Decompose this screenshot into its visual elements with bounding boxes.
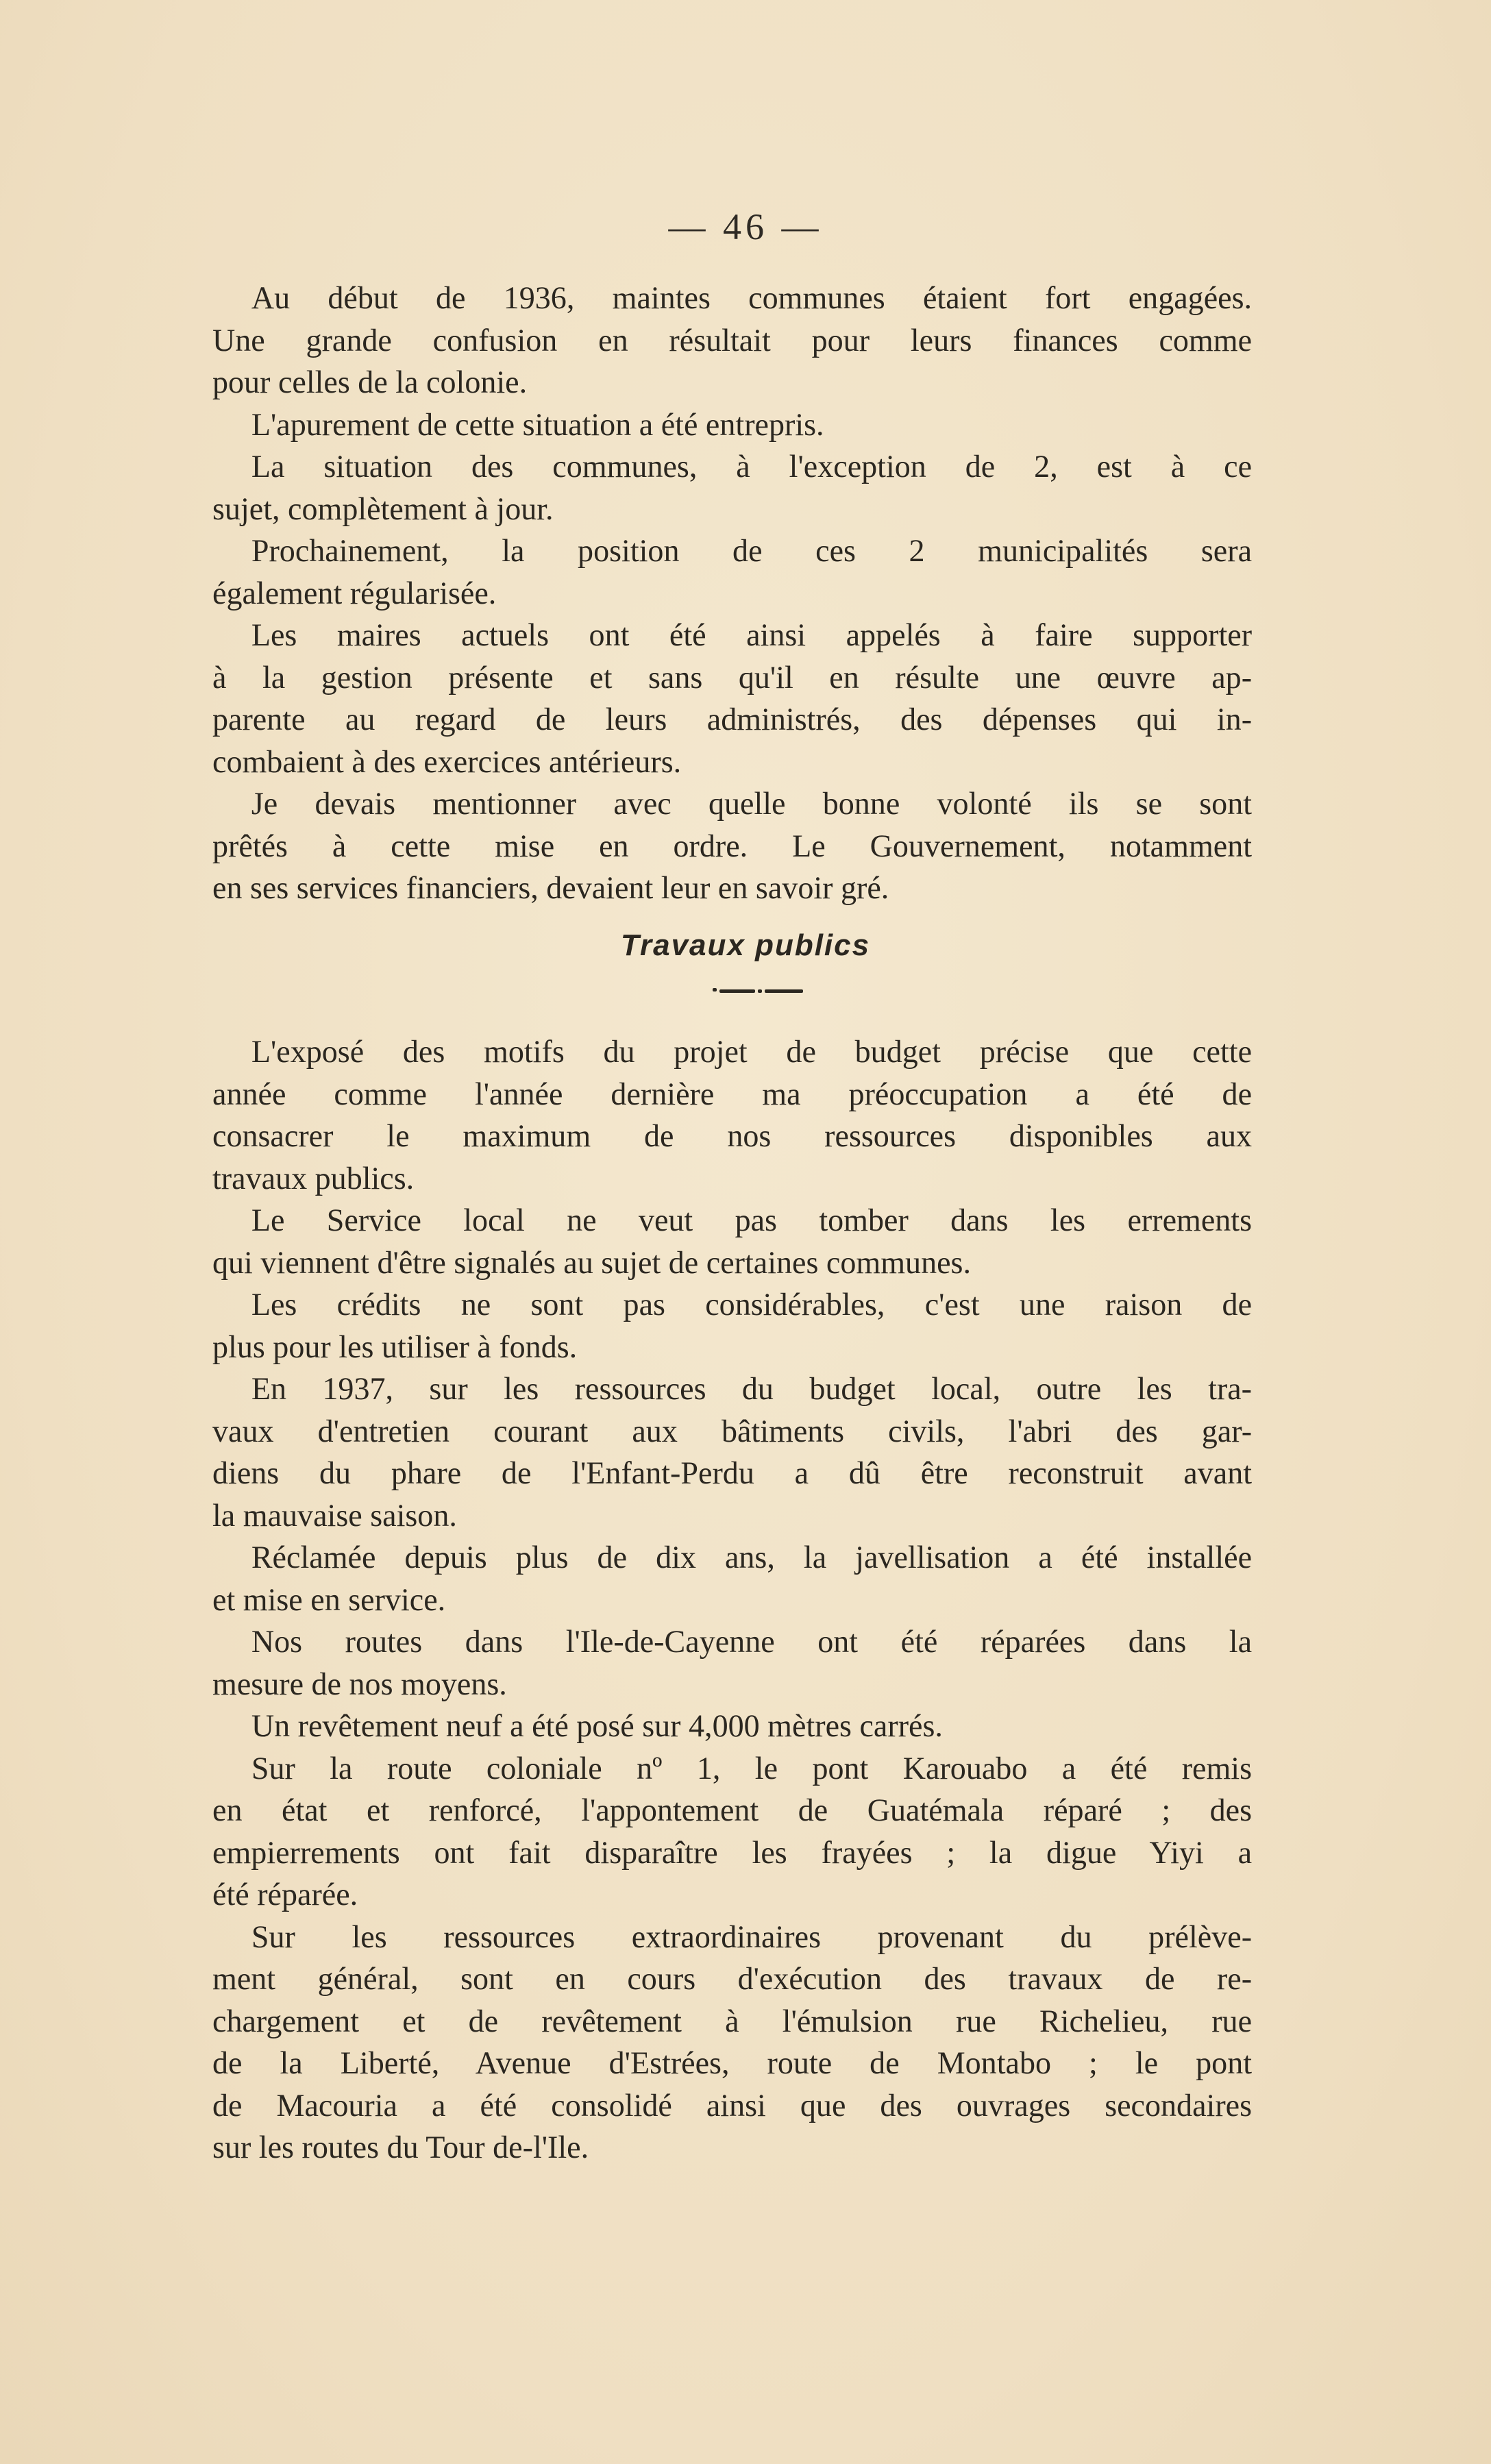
paragraph	[212, 1200, 1273, 1284]
text-line: de Macouria a été consolidé ainsi que des ouvrages secondaires	[212, 2087, 1253, 2123]
text-line: vaux d'entretien courant aux bâtiments civils, l'abri des gar-	[212, 1413, 1253, 1449]
text-line: à la gestion présente et sans qu'il en résulte une œuvre ap-	[212, 659, 1253, 695]
paragraph	[212, 278, 1273, 404]
text-line: de la Liberté, Avenue d'Estrées, route de Montabo ; le pont	[212, 2045, 1253, 2081]
text-line: qui viennent d'être signalés au sujet de certaines communes.	[212, 1244, 972, 1281]
text-line: mesure de nos moyens.	[212, 1666, 507, 1702]
paragraph	[212, 1705, 1273, 1748]
text-line: Les crédits ne sont pas considérables, c'est une raison de	[251, 1287, 1253, 1322]
text-line: pour celles de la colonie.	[212, 365, 528, 400]
text-line: L'apurement de cette situation a été entrepris.	[251, 406, 824, 443]
text-line: L'exposé des motifs du projet de budget précise que cette	[251, 1034, 1253, 1070]
paragraph	[212, 783, 1273, 910]
section-heading: Travaux publics	[620, 928, 871, 962]
text-line: année comme l'année dernière ma préoccupation a été de	[212, 1076, 1253, 1112]
paragraph	[212, 1368, 1273, 1537]
heading-ornament	[713, 989, 803, 994]
paragraph	[212, 1537, 1273, 1621]
paragraph	[212, 1284, 1273, 1368]
section-travaux-publics	[212, 1031, 1273, 2169]
text-line: Une grande confusion en résultait pour leurs finances comme	[212, 322, 1253, 358]
page-number: — 46 —	[668, 206, 823, 247]
paragraph	[212, 446, 1273, 530]
paragraph	[212, 1031, 1273, 1200]
text-line: combaient à des exercices antérieurs.	[212, 743, 682, 780]
paragraph	[212, 1748, 1273, 1917]
text-line: la mauvaise saison.	[212, 1497, 457, 1533]
text-line: Sur la route coloniale nº 1, le pont Karouabo a été remis	[251, 1750, 1253, 1786]
text-line: prêtés à cette mise en ordre. Le Gouvernement, notamment	[212, 828, 1253, 864]
text-line: travaux publics.	[212, 1160, 415, 1196]
text-line: également régularisée.	[212, 575, 497, 611]
text-line: Un revêtement neuf a été posé sur 4,000 mètres carrés.	[251, 1708, 943, 1744]
text-line: été réparée.	[212, 1877, 358, 1912]
text-line: sujet, complètement à jour.	[212, 491, 554, 527]
text-line: empierrements ont fait disparaître les frayées ; la digue Yiyi a	[212, 1834, 1253, 1871]
text-line: consacrer le maximum de nos ressources disponibles aux	[212, 1118, 1253, 1154]
paragraph	[212, 530, 1273, 615]
section-communes	[212, 278, 1273, 910]
text-line: Les maires actuels ont été ainsi appelés à faire supporter	[251, 617, 1253, 653]
text-line: parente au regard de leurs administrés, des dépenses qui in-	[212, 702, 1253, 737]
text-line: Le Service local ne veut pas tomber dans les errements	[251, 1203, 1253, 1238]
paragraph	[212, 1621, 1273, 1705]
text-line: en état et renforcé, l'appontement de Guatémala réparé ; des	[212, 1792, 1253, 1828]
text-line: En 1937, sur les ressources du budget local, outre les tra-	[251, 1371, 1253, 1407]
paragraph	[212, 404, 1273, 447]
paragraph	[212, 615, 1273, 783]
text-line: sur les routes du Tour de-l'Ile.	[212, 2130, 589, 2165]
text-line: en ses services financiers, devaient leur en savoir gré.	[212, 870, 889, 906]
text-line: Je devais mentionner avec quelle bonne volonté ils se sont	[251, 786, 1253, 822]
text-line: La situation des communes, à l'exception de 2, est à ce	[251, 449, 1253, 484]
text-line: diens du phare de l'Enfant-Perdu a dû être reconstruit avant	[212, 1455, 1253, 1491]
text-line: Réclamée depuis plus de dix ans, la javellisation a été installée	[251, 1540, 1253, 1575]
text-line: Sur les ressources extraordinaires provenant du prélève-	[251, 1919, 1253, 1955]
text-line: Au début de 1936, maintes communes étaient fort engagées.	[251, 280, 1253, 316]
text-line: Nos routes dans l'Ile-de-Cayenne ont été réparées dans la	[251, 1624, 1253, 1660]
text-line: chargement et de revêtement à l'émulsion rue Richelieu, rue	[212, 2003, 1253, 2039]
text-line: ment général, sont en cours d'exécution des travaux de re-	[212, 1961, 1253, 1997]
text-line: Prochainement, la position de ces 2 municipalités sera	[251, 533, 1253, 569]
paragraph	[212, 1917, 1273, 2169]
text-line: plus pour les utiliser à fonds.	[212, 1329, 578, 1365]
text-line: et mise en service.	[212, 1581, 446, 1618]
